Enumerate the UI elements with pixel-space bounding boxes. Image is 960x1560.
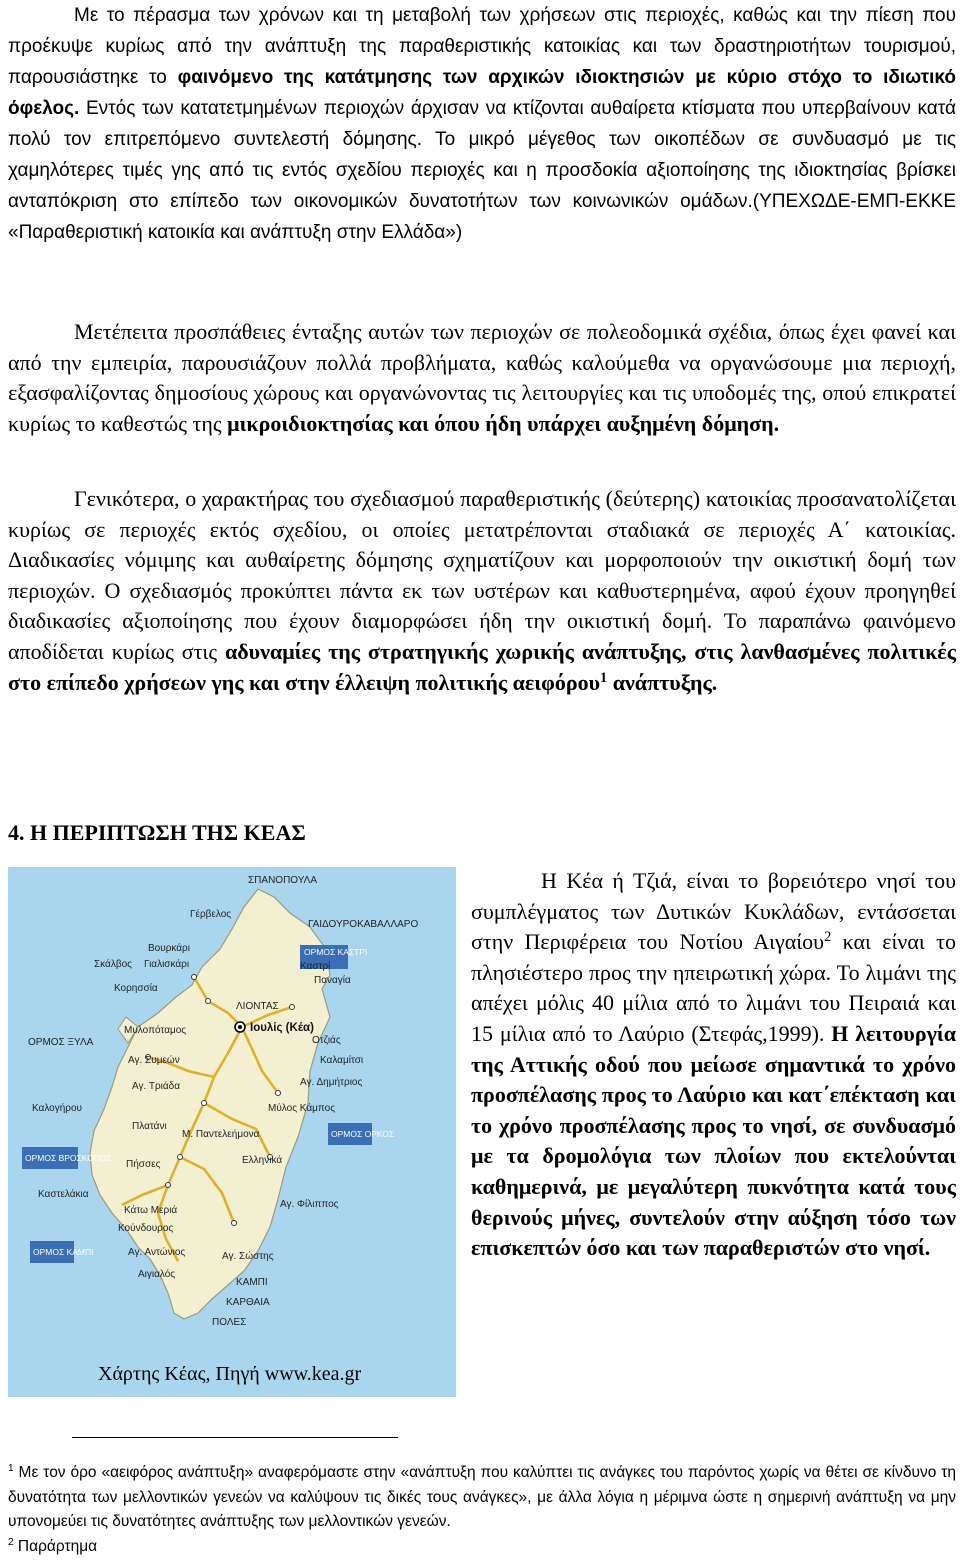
map-label-agia-triada: Αγ. Τριάδα [132, 1081, 181, 1092]
map-label-skalvos: Σκάλβος [94, 959, 132, 970]
map-label-koundouros: Κούνδουρος [118, 1223, 174, 1234]
map-label-ellinika: Ελληνικά [242, 1155, 283, 1166]
map-label-platani: Πλατάνι [132, 1121, 167, 1132]
map-label-ailiakas: Αιγιαλός [138, 1269, 176, 1280]
map-label-ioulis: Ιουλίς (Κέα) [250, 1022, 314, 1034]
map-label-ag-filippos: Αγ. Φίλιππος [280, 1199, 339, 1210]
footnote-2-text: Παράρτημα [13, 1537, 98, 1555]
footnote-1 [8, 1461, 956, 1535]
map-label-milopotamos: Μυλοπόταμος [124, 1025, 187, 1036]
paragraph-1 [8, 0, 956, 248]
kea-description-text-b: και είναι το πλησιέστερο προς την ηπειρωτική χώρα. Το λιμάνι της απέχει μόλις 40 μίλια από το λιμάνι του Πειραιά και 15 μίλια από το Λαύριο (Στεφάς,1999). [471, 929, 956, 1046]
paragraph-2-bold: μικροιδιοκτησίας και όπου ήδη υπάρχει αυξημένη δόμηση. [227, 410, 780, 436]
map-label-otzias: Οτζιάς [312, 1035, 341, 1046]
map-label-spanopoula: ΣΠΑΝΟΠΟΥΛΑ [248, 875, 318, 886]
paragraph-1-text-b: Εντός των κατατετμημένων περιοχών άρχισαν να κτίζονται αυθαίρετα κτίσματα που υπερβαίνουν κατά πολύ τον επιτρεπόμενο συντελεστή δόμησης. Το μικρό μέγεθος των οικοπέδων σε συνδυασμό με τις χαμηλότερες τιμές γης από τις εντός σχεδίου περιοχές και η προσδοκία αξιοποίησης της ιδιοκτησίας βρίσκει ανταπόκριση στο επίπεδο των οικονομικών δυνατοτήτων των κοινωνικών ομάδων.(ΥΠΕΧΩΔΕ-ΕΜΠ-ΕΚΚΕ «Παραθεριστική κατοικία και ανάπτυξη στην Ελλάδα») [8, 98, 956, 243]
kea-description-bold: Η λειτουργία της Αττικής οδού που μείωσε σημαντικά το χρόνο προσπέλασης προς το Λαύριο και κατ΄επέκταση και το χρόνο προσπέλασης προς το νησί, σε συνδυασμό με τα δρομολόγια των πλοίων που εκτελούνται καθημερινά, με μεγαλύτερη πυκνότητα κατά τους θερινούς μήνες, συντελούν στην αύξηση τόσο των επισκεπτών όσο και των παραθεριστών στο νησί. [471, 1020, 956, 1261]
map-label-gialiskari: Γιαλισκάρι [144, 959, 190, 970]
map-label-korissia: Κορησσία [114, 983, 158, 994]
map-label-poles: ΠΟΛΕΣ [212, 1317, 247, 1328]
map-label-gaidourokavallaro: ΓΑΙΔΟΥΡΟΚΑΒΑΛΛΑΡΟ [308, 919, 419, 930]
map-label-vourkari: Βουρκάρι [148, 943, 190, 954]
footnote-ref-2[interactable]: 2 [824, 929, 832, 946]
footnote-2-number: 2 [8, 1536, 14, 1548]
map-label-ormos-kampi: ΟΡΜΟΣ ΚΑΜΠΙ [33, 1247, 94, 1257]
map-label-m-panteleimonos: Μ. Παντελεήμονα [182, 1129, 260, 1140]
map-label-pisses: Πήσσες [126, 1159, 161, 1170]
map-label-liontas: ΛΙΟΝΤΑΣ [236, 1001, 279, 1012]
footnote-2 [8, 1535, 956, 1560]
paragraph-3-bold-end: ανάπτυξης. [607, 669, 718, 695]
kea-description [471, 866, 956, 1264]
map-label-ormos-xyla: ΟΡΜΟΣ ΞΥΛΑ [28, 1037, 94, 1048]
map-label-kastri: Καστρί [300, 961, 331, 972]
map-label-ormos-vroskopos: ΟΡΜΟΣ ΒΡΟΣΚΟΠΟΣ [25, 1153, 112, 1163]
map-label-mylos-kampos: Μύλος Κάμπος [268, 1103, 336, 1114]
kea-map [8, 867, 456, 1397]
section-heading: 4. Η ΠΕΡΙΠΤΩΣΗ ΤΗΣ ΚΕΑΣ [8, 820, 306, 845]
map-label-gerbelos: Γέρβελος [190, 909, 232, 920]
map-capital-dot [238, 1025, 242, 1029]
map-label-ag-sostis: Αγ. Σώστης [222, 1251, 274, 1262]
footnote-1-text: Με τον όρο «αειφόρος ανάπτυξη» αναφερόμαστε στην «ανάπτυξη που καλύπτει τις ανάγκες του παρόντος χωρίς να θέτει σε κίνδυνο τη δυνατότητα των μελλοντικών γενεών να καλύψουν τις δικές τους ανάγκες», με άλλα λόγια η μέριμνα ώστε η σημερινή ανάπτυξη να μην υπονομεύει τις δυνατότητες ανάπτυξης των μελλοντικών γενεών. [8, 1464, 956, 1530]
map-label-karthea: ΚΑΡΘΑΙΑ [226, 1297, 270, 1308]
map-label-panagia: Παναγία [314, 975, 351, 986]
map-label-ag-antonios: Αγ. Αντώνιος [128, 1247, 186, 1258]
footnotes [8, 1461, 956, 1559]
paragraph-3 [8, 484, 956, 698]
map-label-agios-simeon: Αγ. Συμεών [128, 1055, 180, 1066]
map-label-kastelakia: Καστελάκια [38, 1189, 89, 1200]
map-label-kato-meria: Κάτω Μεριά [124, 1205, 178, 1216]
map-label-kalamitsi: Καλαμίτσι [320, 1055, 364, 1066]
map-caption: Χάρτης Κέας, Πηγή www.kea.gr [98, 1363, 362, 1385]
footnote-separator [72, 1437, 398, 1438]
footnote-ref-1[interactable]: 1 [600, 669, 608, 686]
paragraph-3-bold: αδυναμίες της στρατηγικής χωρικής ανάπτυξης, στις λανθασμένες πολιτικές στο επίπεδο χρήσεων γης και στην έλλειψη πολιτικής αειφόρου [8, 638, 956, 695]
map-label-ormos-kastri: ΟΡΜΟΣ ΚΑΣΤΡΙ [304, 947, 368, 957]
map-label-agios-dimitrios: Αγ. Δημήτριος [300, 1077, 363, 1088]
footnote-1-number: 1 [8, 1463, 14, 1475]
paragraph-1-bold: φαινόμενο της κατάτμησης των αρχικών ιδιοκτησιών με κύριο στόχο το ιδιωτικό όφελος. [8, 67, 957, 119]
map-label-kalogirou: Καλογήρου [32, 1103, 83, 1114]
map-label-kampi: ΚΑΜΠΙ [236, 1277, 268, 1288]
map-label-ormos-orkos: ΟΡΜΟΣ ΟΡΚΟΣ [331, 1129, 395, 1139]
kea-description-text-a: Η Κέα ή Τζιά, είναι το βορειότερο νησί του συμπλέγματος των Δυτικών Κυκλάδων, εντάσσεται στην Περιφέρεια του Νοτίου Αιγαίου [471, 868, 956, 955]
paragraph-2-text: Μετέπειτα προσπάθειες ένταξης αυτών των περιοχών σε πολεοδομικά σχέδια, όπως έχει φανεί και από την εμπειρία, παρουσιάζουν πολλά προβλήματα, καθώς καλούμεθα να οργανώσουμε μια περιοχή, εξασφαλίζοντας δημοσίους χώρους και οργανώνοντας τις λειτουργίες και τις υποδομές της, οπού επικρατεί κυρίως το καθεστώς της [8, 319, 956, 436]
paragraph-3-text: Γενικότερα, ο χαρακτήρας του σχεδιασμού παραθεριστικής (δεύτερης) κατοικίας προσανατολίζεται κυρίως σε περιοχές εκτός σχεδίου, οι οποίες μετατρέπονται σταδιακά σε περιοχές Α΄ κατοικίας. Διαδικασίες νόμιμης και αυθαίρετης δόμησης σχηματίζουν και μορφοποιούν την οικιστική δομή των περιοχών. Ο σχεδιασμός προκύπτει πάντα εκ των υστέρων και καθυστερημένα, αφού έχουν προηγηθεί διαδικασίες αξιοποίησης που έχουν διαμορφώσει ήδη την οικιστική δομή. Το παραπάνω φαινόμενο αποδίδεται κυρίως στις [8, 486, 956, 664]
paragraph-1-text-a: Με το πέρασμα των χρόνων και τη μεταβολή των χρήσεων στις περιοχές, καθώς και την πίεση που προέκυψε κυρίως από την ανάπτυξη της παραθεριστικής κατοικίας και των δραστηριοτήτων τουρισμού, παρουσιάστηκε το [8, 5, 956, 88]
kea-map-graphic [8, 867, 456, 1397]
paragraph-2 [8, 317, 956, 439]
